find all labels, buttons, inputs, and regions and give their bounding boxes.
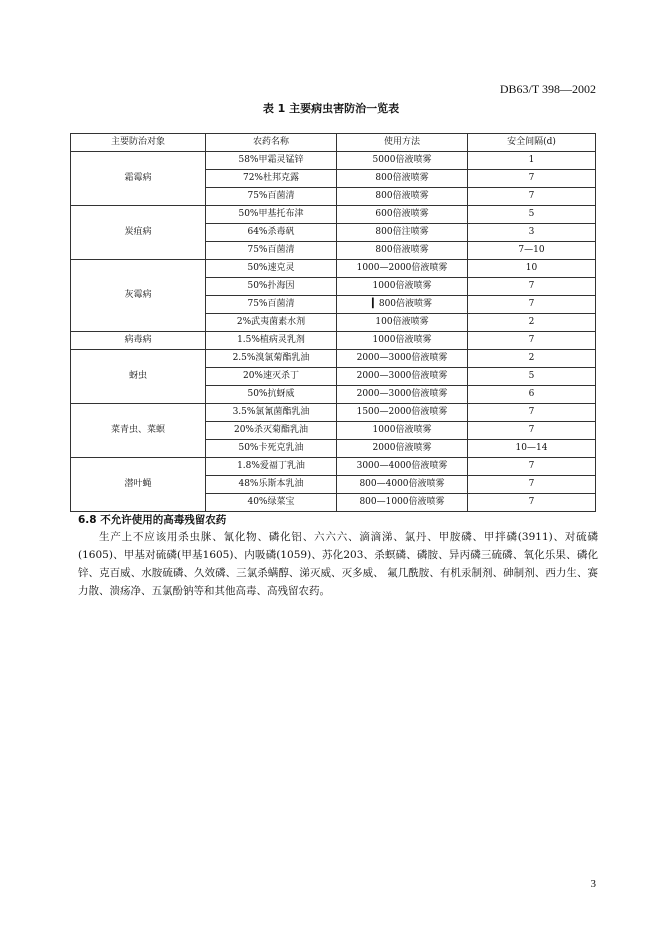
pesticide-cell: 50%扑海因: [206, 278, 337, 296]
column-header: 安全间隔(d): [468, 134, 596, 152]
interval-cell: 7—10: [468, 242, 596, 260]
column-header: 农药名称: [206, 134, 337, 152]
interval-cell: 7: [468, 296, 596, 314]
table-row: [71, 332, 596, 350]
interval-cell: 7: [468, 404, 596, 422]
usage-cell: 1000—2000倍液喷雾: [337, 260, 468, 278]
target-cell: 潜叶蝇: [71, 458, 206, 512]
pesticide-cell: 2%武夷菌素水剂: [206, 314, 337, 332]
section-title: 6.8 不允许使用的高毒残留农药: [78, 514, 227, 526]
pesticide-cell: 48%乐斯本乳油: [206, 476, 337, 494]
table-row: [71, 206, 596, 224]
pesticide-cell: 50%卡死克乳油: [206, 440, 337, 458]
usage-cell: 3000—4000倍液喷雾: [337, 458, 468, 476]
pesticide-cell: 50%抗蚜威: [206, 386, 337, 404]
interval-cell: 10: [468, 260, 596, 278]
pesticide-cell: 64%杀毒矾: [206, 224, 337, 242]
section-body: 生产上不应该用杀虫脒、氰化物、磷化铝、六六六、滴滴涕、氯丹、甲胺磷、甲拌磷(3911)、对硫磷(1605)、甲基对硫磷(甲基1605)、内吸磷(1059)、苏化203、杀螟磷、磷胺、异丙磷三硫磷、氧化乐果、磷化锌、克百威、水胺硫磷、久效磷、三氯杀螨醇、涕灭威、灭多威、 氟几酰胺、有机汞制剂、砷制剂、西力生、赛力散、溃疡净、五氯酚钠等和其他高毒、高残留农药。: [78, 531, 598, 597]
usage-cell: 800倍液喷雾: [337, 242, 468, 260]
target-cell: 蚜虫: [71, 350, 206, 404]
target-cell: 菜青虫、菜螟: [71, 404, 206, 458]
pesticide-cell: 75%百菌清: [206, 188, 337, 206]
usage-cell: 1000倍液喷雾: [337, 278, 468, 296]
pesticide-cell: 75%百菌清: [206, 296, 337, 314]
usage-cell: 800倍液喷雾: [337, 188, 468, 206]
pesticide-cell: 50%速克灵: [206, 260, 337, 278]
target-cell: 病毒病: [71, 332, 206, 350]
interval-cell: 10—14: [468, 440, 596, 458]
pesticide-cell: 3.5%氯氰菌酯乳油: [206, 404, 337, 422]
target-cell: 霜霉病: [71, 152, 206, 206]
document-code: DB63/T 398—2002: [499, 82, 596, 96]
pesticide-cell: 75%百菌清: [206, 242, 337, 260]
interval-cell: 7: [468, 278, 596, 296]
usage-cell: 2000—3000倍液喷雾: [337, 350, 468, 368]
interval-cell: 7: [468, 458, 596, 476]
usage-cell: 1000倍液喷雾: [337, 332, 468, 350]
usage-cell: 800倍液喷雾: [337, 170, 468, 188]
interval-cell: 7: [468, 170, 596, 188]
table-title: 表 1 主要病虫害防治一览表: [262, 102, 400, 115]
interval-cell: 7: [468, 332, 596, 350]
interval-cell: 7: [468, 494, 596, 512]
interval-cell: 3: [468, 224, 596, 242]
interval-cell: 1: [468, 152, 596, 170]
usage-cell: 600倍液喷雾: [337, 206, 468, 224]
interval-cell: 7: [468, 188, 596, 206]
column-header: 主要防治对象: [71, 134, 206, 152]
pesticide-cell: 72%杜邦克露: [206, 170, 337, 188]
table-row: [71, 404, 596, 422]
table-row: [71, 458, 596, 476]
pesticide-cell: 1.5%植病灵乳剂: [206, 332, 337, 350]
table-body: [71, 152, 596, 512]
usage-cell: 800—1000倍液喷雾: [337, 494, 468, 512]
usage-cell: 1000倍液喷雾: [337, 422, 468, 440]
usage-cell: ▎800倍液喷雾: [337, 296, 468, 314]
pesticide-cell: 58%甲霜灵锰锌: [206, 152, 337, 170]
usage-cell: 1500—2000倍液喷雾: [337, 404, 468, 422]
interval-cell: 2: [468, 314, 596, 332]
pesticide-cell: 20%速灭杀丁: [206, 368, 337, 386]
interval-cell: 5: [468, 206, 596, 224]
pesticide-cell: 2.5%溴氯菊酯乳油: [206, 350, 337, 368]
interval-cell: 7: [468, 422, 596, 440]
pesticide-cell: 50%甲基托布津: [206, 206, 337, 224]
pesticide-cell: 20%杀灭菊酯乳油: [206, 422, 337, 440]
column-header: 使用方法: [337, 134, 468, 152]
page-number: 3: [590, 878, 596, 890]
table-row: [71, 152, 596, 170]
table-row: [71, 350, 596, 368]
usage-cell: 100倍液喷雾: [337, 314, 468, 332]
interval-cell: 5: [468, 368, 596, 386]
target-cell: 炭疽病: [71, 206, 206, 260]
usage-cell: 2000—3000倍液喷雾: [337, 368, 468, 386]
usage-cell: 800—4000倍液喷雾: [337, 476, 468, 494]
interval-cell: 7: [468, 476, 596, 494]
table-header-row: [71, 134, 596, 152]
pesticide-cell: 40%绿菜宝: [206, 494, 337, 512]
interval-cell: 6: [468, 386, 596, 404]
pest-control-table: [70, 133, 596, 512]
pesticide-cell: 1.8%爱福丁乳油: [206, 458, 337, 476]
target-cell: 灰霉病: [71, 260, 206, 332]
usage-cell: 2000—3000倍液喷雾: [337, 386, 468, 404]
interval-cell: 2: [468, 350, 596, 368]
usage-cell: 5000倍液喷雾: [337, 152, 468, 170]
usage-cell: 2000倍液喷雾: [337, 440, 468, 458]
table-row: [71, 260, 596, 278]
usage-cell: 800倍注喷雾: [337, 224, 468, 242]
